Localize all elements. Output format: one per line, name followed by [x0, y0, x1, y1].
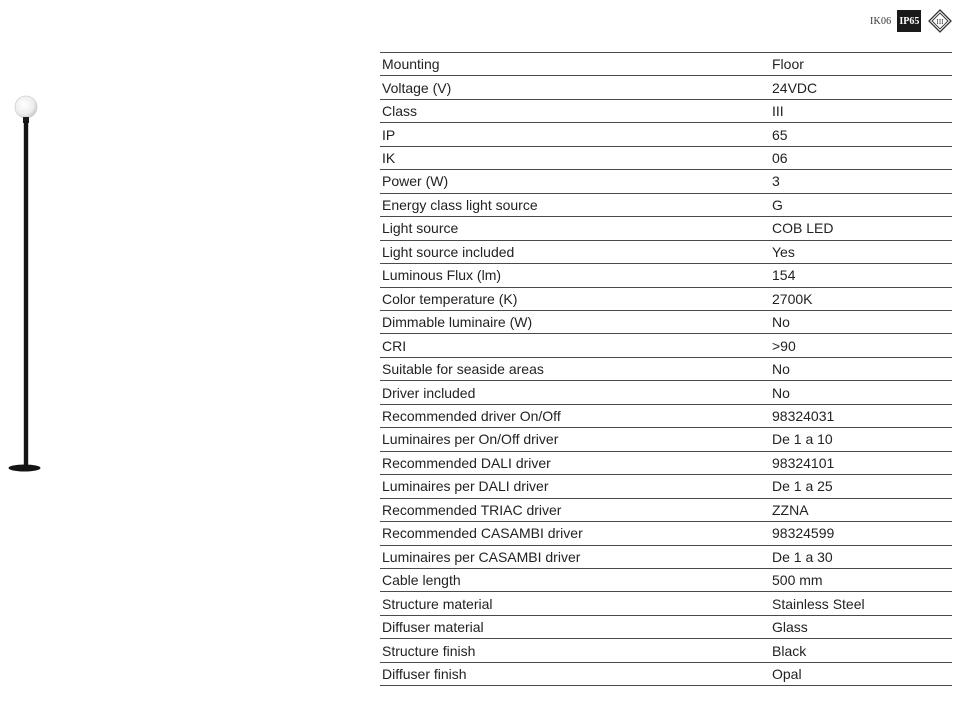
spec-label: Recommended CASAMBI driver [382, 525, 583, 542]
lamp-base [9, 465, 41, 472]
spec-table [380, 52, 952, 686]
opal-globe-diffuser [15, 96, 37, 118]
spec-value: No [772, 384, 790, 401]
spec-value: III [772, 103, 784, 120]
svg-text:III: III [936, 18, 944, 26]
spec-row [380, 546, 952, 569]
spec-row [380, 405, 952, 428]
spec-row [380, 100, 952, 123]
spec-row [380, 616, 952, 639]
spec-row [380, 194, 952, 217]
spec-value: 24VDC [772, 79, 818, 96]
spec-row [380, 428, 952, 451]
spec-row [380, 499, 952, 522]
spec-label: Color temperature (K) [382, 290, 518, 307]
spec-value: Opal [772, 666, 802, 682]
spec-value: 3 [772, 173, 780, 190]
spec-label: Luminaires per DALI driver [382, 478, 549, 495]
spec-label: IP [382, 126, 396, 143]
spec-value: 2700K [772, 290, 813, 307]
spec-value: 98324599 [772, 525, 835, 542]
spec-row [380, 522, 952, 545]
spec-label: Diffuser finish [382, 666, 467, 682]
spec-row [380, 381, 952, 404]
spec-value: 98324031 [772, 408, 835, 425]
spec-value: COB LED [772, 220, 834, 237]
spec-label: Luminaires per On/Off driver [382, 431, 559, 448]
spec-row [380, 311, 952, 334]
spec-value: 65 [772, 126, 788, 143]
spec-row [380, 241, 952, 264]
spec-value: Yes [772, 243, 795, 260]
spec-label: Recommended DALI driver [382, 454, 551, 471]
spec-row [380, 288, 952, 311]
spec-row [380, 170, 952, 193]
spec-label: Class [382, 103, 418, 120]
ik-rating-badge: IK06 [870, 15, 892, 27]
spec-row [380, 592, 952, 615]
spec-value: 500 mm [772, 572, 823, 589]
spec-value: 98324101 [772, 454, 835, 471]
floor-lamp-illustration [0, 0, 60, 716]
spec-label: Luminaires per CASAMBI driver [382, 548, 581, 565]
spec-label: Voltage (V) [382, 79, 452, 96]
spec-label: Dimmable luminaire (W) [382, 314, 533, 331]
spec-row [380, 358, 952, 381]
spec-label: Luminous Flux (lm) [382, 267, 502, 284]
class-iii-icon [927, 9, 953, 33]
spec-row [380, 569, 952, 592]
spec-value: Black [772, 642, 807, 659]
spec-value: Floor [772, 56, 804, 73]
spec-label: Structure material [382, 595, 493, 612]
spec-label: Cable length [382, 572, 461, 589]
spec-label: Mounting [382, 56, 440, 73]
spec-row [380, 217, 952, 240]
spec-label: Driver included [382, 384, 476, 401]
spec-row [380, 452, 952, 475]
spec-label: Power (W) [382, 173, 449, 190]
spec-value: ZZNA [772, 501, 809, 518]
spec-value: 154 [772, 267, 796, 284]
lamp-pole [24, 121, 28, 467]
spec-row [380, 264, 952, 287]
spec-row [380, 663, 952, 686]
spec-value: No [772, 361, 790, 378]
spec-row [380, 639, 952, 662]
spec-value: Stainless Steel [772, 595, 865, 612]
spec-row [380, 475, 952, 498]
spec-value: De 1 a 30 [772, 548, 833, 565]
spec-label: CRI [382, 337, 407, 354]
spec-label: Energy class light source [382, 196, 538, 213]
spec-row [380, 334, 952, 357]
spec-value: No [772, 314, 790, 331]
spec-value: Glass [772, 619, 808, 636]
spec-row [380, 76, 952, 99]
spec-row [380, 123, 952, 146]
spec-label: IK [382, 150, 396, 167]
spec-row [380, 53, 952, 76]
spec-label: Light source included [382, 243, 515, 260]
ip-rating-badge: IP65 [897, 10, 921, 32]
spec-label: Light source [382, 220, 459, 237]
spec-value: G [772, 196, 783, 213]
certification-badges [870, 9, 953, 33]
spec-label: Structure finish [382, 642, 476, 659]
spec-label: Suitable for seaside areas [382, 361, 544, 378]
spec-label: Diffuser material [382, 619, 484, 636]
spec-label: Recommended driver On/Off [382, 408, 561, 425]
spec-value: De 1 a 25 [772, 478, 833, 495]
product-image [0, 0, 60, 716]
spec-label: Recommended TRIAC driver [382, 501, 562, 518]
spec-row [380, 147, 952, 170]
spec-value: De 1 a 10 [772, 431, 833, 448]
spec-value: 06 [772, 150, 788, 167]
spec-value: >90 [772, 337, 796, 354]
